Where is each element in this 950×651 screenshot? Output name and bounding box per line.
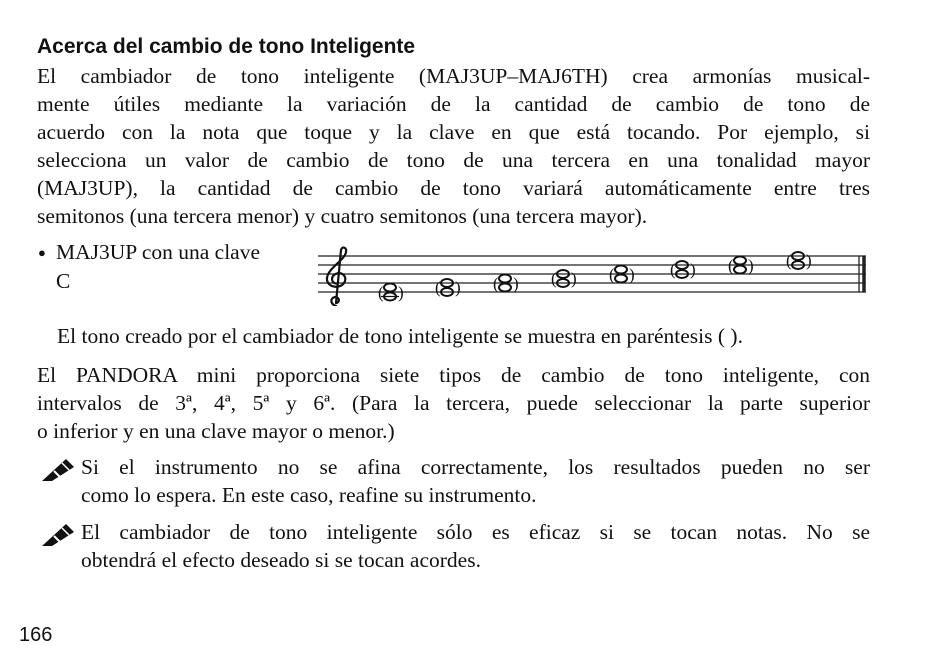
svg-text:(: ( bbox=[670, 260, 676, 279]
note-pair-3 bbox=[493, 274, 519, 293]
pencil-warning-icon bbox=[40, 457, 76, 483]
note-pair-1 bbox=[378, 283, 404, 302]
page-number: 166 bbox=[19, 624, 53, 646]
svg-text:(: ( bbox=[728, 256, 734, 275]
svg-text:(: ( bbox=[786, 251, 792, 270]
intro-line: (MAJ3UP), la cantidad de cambio de tono variará automáticamente entre tres bbox=[37, 176, 870, 200]
notation-caption: El tono creado por el cambiador de tono inteligente se muestra en paréntesis ( ). bbox=[57, 324, 743, 348]
note-pair-7 bbox=[728, 256, 754, 275]
note-line: El cambiador de tono inteligente sólo es eficaz si se tocan notas. No se bbox=[81, 520, 870, 544]
note-line: como lo espera. En este caso, reafine su instrumento. bbox=[81, 483, 537, 507]
intro-line: selecciona un valor de cambio de tono de una tercera en una tonalidad mayor bbox=[37, 148, 870, 172]
intro-paragraph bbox=[37, 62, 870, 230]
svg-text:): ) bbox=[690, 260, 696, 279]
svg-text:(: ( bbox=[378, 283, 384, 302]
svg-text:): ) bbox=[806, 251, 812, 270]
svg-text:): ) bbox=[455, 278, 461, 297]
features-line: o inferior y en una clave mayor o menor.) bbox=[37, 419, 395, 443]
note-pair-2 bbox=[435, 278, 461, 297]
bullet-line-1: MAJ3UP con una clave bbox=[56, 240, 261, 264]
svg-text:): ) bbox=[748, 256, 754, 275]
svg-text:(: ( bbox=[435, 278, 441, 297]
note-pair-8 bbox=[786, 251, 812, 270]
intro-line: acuerdo con la nota que toque y la clave en que está tocando. Por ejemplo, si bbox=[37, 120, 870, 144]
bullet-marker: ● bbox=[38, 245, 46, 260]
intro-line: semitonos (una tercera menor) y cuatro semitonos (una tercera mayor). bbox=[37, 204, 648, 228]
svg-text:(: ( bbox=[551, 269, 557, 288]
note-pairs bbox=[378, 251, 812, 302]
note-line: Si el instrumento no se afina correctamente, los resultados pueden no ser bbox=[81, 455, 870, 479]
note-line: obtendrá el efecto deseado si se tocan acordes. bbox=[81, 548, 481, 572]
features-line: El PANDORA mini proporciona siete tipos de cambio de tono inteligente, con bbox=[37, 363, 870, 387]
features-line: intervalos de 3ª, 4ª, 5ª y 6ª. (Para la tercera, puede seleccionar la parte superior bbox=[37, 391, 870, 415]
section-heading: Acerca del cambio de tono Inteligente bbox=[37, 35, 416, 58]
note-chords bbox=[40, 518, 870, 574]
svg-text:): ) bbox=[398, 283, 404, 302]
intro-line: mente útiles mediante la variación de la cantidad de cambio de tono de bbox=[37, 92, 870, 116]
note-pair-4 bbox=[551, 269, 577, 288]
intro-line: El cambiador de tono inteligente (MAJ3UP–MAJ6TH) crea armonías musical- bbox=[37, 64, 870, 88]
example-bullet bbox=[38, 238, 313, 295]
note-pair-6 bbox=[670, 260, 696, 279]
note-tuning bbox=[40, 453, 870, 509]
bullet-line-2: C bbox=[56, 269, 71, 293]
features-paragraph bbox=[37, 361, 870, 445]
music-staff-notation bbox=[316, 246, 872, 306]
svg-text:): ) bbox=[629, 265, 635, 284]
note-pair-5 bbox=[609, 265, 635, 284]
svg-text:(: ( bbox=[609, 265, 615, 284]
svg-text:(: ( bbox=[493, 274, 499, 293]
svg-text:): ) bbox=[513, 274, 519, 293]
pencil-warning-icon bbox=[40, 522, 76, 548]
svg-text:): ) bbox=[571, 269, 577, 288]
